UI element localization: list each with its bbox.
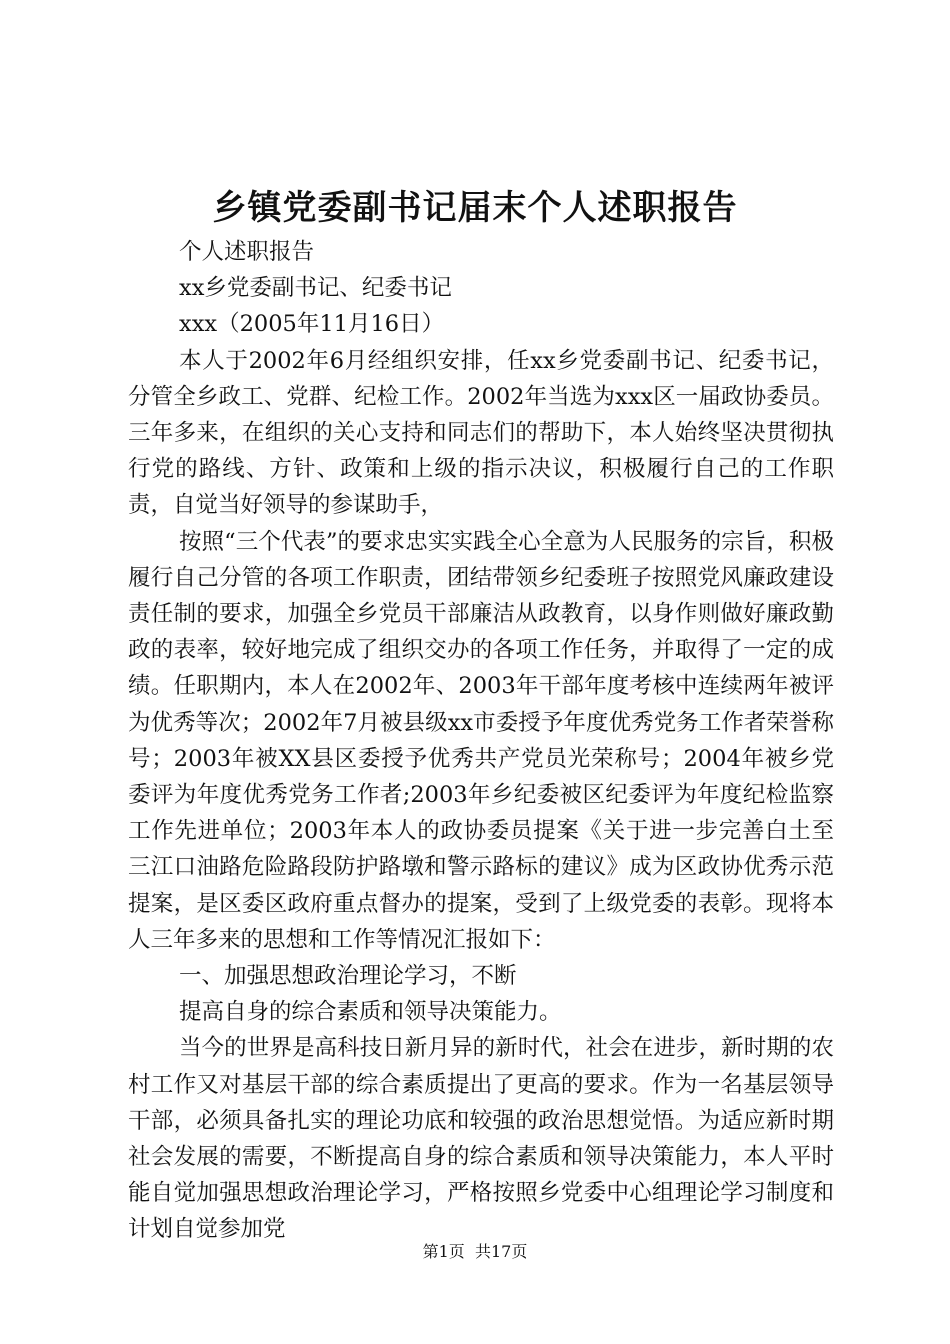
page-total: 共17页: [474, 1242, 528, 1261]
paragraph-achievements: 按照“三个代表”的要求忠实实践全心全意为人民服务的宗旨，积极履行自己分管的各项工作职责，团结带领乡纪委班子按照党风廉政建设责任制的要求，加强全乡党员干部廉洁从政教育，以身作则做好廉政勤政的表率，较好地完成了组织交办的各项工作任务，并取得了一定的成绩。任职期内，本人在2002年、2003年干部年度考核中连续两年被评为优秀等次；2002年7月被县级xx市委授予年度优秀党务工作者荣誉称号；2003年被XX县区委授予优秀共产党员光荣称号；2004年被乡党委评为年度优秀党务工作者;2003年乡纪委被区纪委评为年度纪检监察工作先进单位；2003年本人的政协委员提案《关于进一步完善白土至三江口油路危险路段防护路墩和警示路标的建议》成为区政协优秀示范提案，是区委区政府重点督办的提案，受到了上级党委的表彰。现将本人三年多来的思想和工作等情况汇报如下：: [128, 528, 834, 953]
section-heading-1-cont: 提高自身的综合素质和领导决策能力。: [179, 999, 562, 1026]
paragraph-author-date: xxx（2005年11月16日）: [179, 311, 445, 338]
paragraph-study: 当今的世界是高科技日新月异的新时代，社会在进步，新时期的农村工作又对基层干部的综合素质提出了更高的要求。作为一名基层领导干部，必须具备扎实的理论功底和较强的政治思想觉悟。为适应新时期社会发展的需要，不断提高自身的综合素质和领导决策能力，本人平时能自觉加强思想政治理论学习，严格按照乡党委中心组理论学习制度和计划自觉参加党: [128, 1035, 834, 1243]
page-number: 第1页: [422, 1242, 465, 1261]
section-heading-1: 一、加强思想政治理论学习，不断: [179, 963, 517, 990]
document-body: [128, 234, 834, 1248]
paragraph-author-position: xx乡党委副书记、纪委书记: [179, 275, 452, 302]
paragraph-report-label: 个人述职报告: [179, 239, 315, 265]
document-title: 乡镇党委副书记届末个人述职报告: [212, 188, 738, 228]
page-footer: [0, 1240, 950, 1264]
paragraph-intro: 本人于2002年6月经组织安排，任xx乡党委副书记、纪委书记，分管全乡政工、党群、纪检工作。2002年当选为xxx区一届政协委员。三年多来，在组织的关心支持和同志们的帮助下，本人始终坚决贯彻执行党的路线、方针、政策和上级的指示决议，积极履行自己的工作职责，自觉当好领导的参谋助手，: [128, 347, 834, 519]
